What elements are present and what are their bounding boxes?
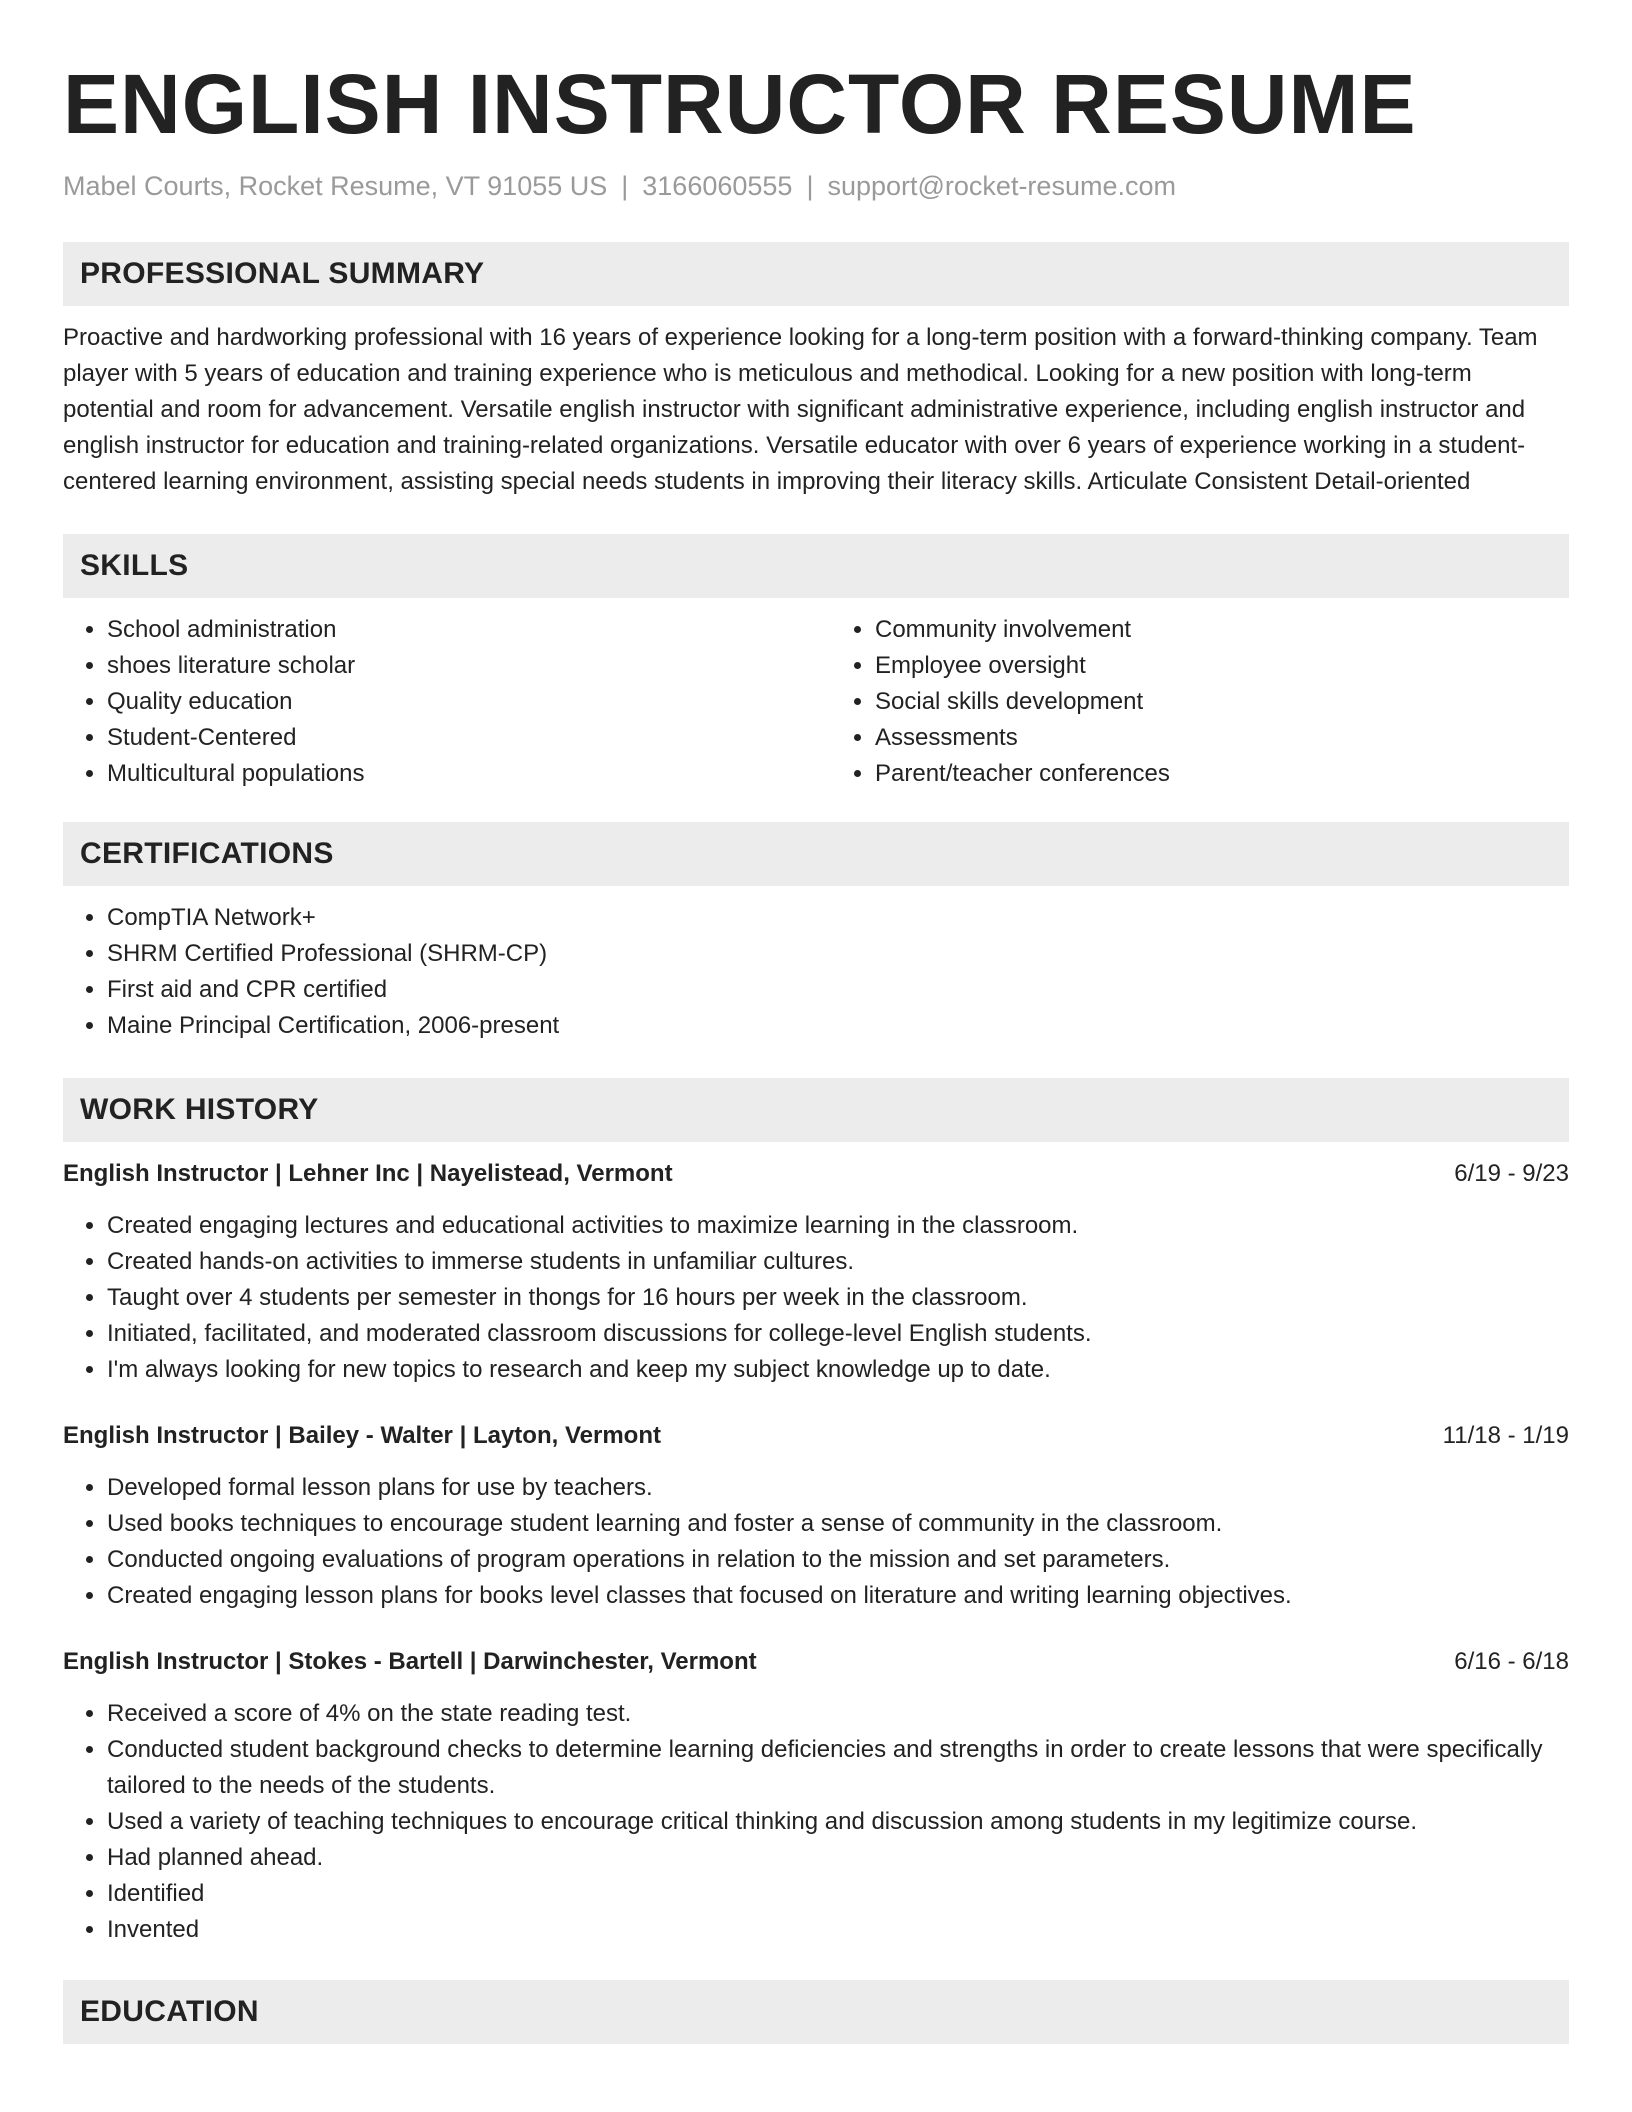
certifications-heading: CERTIFICATIONS — [63, 822, 1569, 886]
skills-heading: SKILLS — [63, 534, 1569, 598]
skill-item: • shoes literature scholar — [107, 648, 816, 684]
job-dates: 11/18 - 1/19 — [1442, 1422, 1569, 1449]
job-bullet: • Conducted ongoing evaluations of program operations in relation to the mission and set parameters. — [107, 1542, 1569, 1578]
skill-item: • Community involvement — [875, 612, 1569, 648]
job-bullet: • Created engaging lesson plans for books level classes that focused on literature and writing learning objectives. — [107, 1578, 1569, 1614]
certification-item: • CompTIA Network+ — [107, 900, 1569, 936]
job-title: English Instructor | Lehner Inc | Nayelistead, Vermont — [63, 1160, 673, 1187]
contact-separator: | — [806, 171, 814, 201]
contact-address: Mabel Courts, Rocket Resume, VT 91055 US — [63, 171, 608, 201]
skills-column-2 — [816, 612, 1569, 792]
job-bullet: • Initiated, facilitated, and moderated classroom discussions for college-level English students. — [107, 1316, 1569, 1352]
job-bullet: • Invented — [107, 1912, 1569, 1948]
contact-line — [63, 168, 1569, 204]
job-entry — [63, 1418, 1569, 1614]
summary-heading: PROFESSIONAL SUMMARY — [63, 242, 1569, 306]
job-bullet: • Had planned ahead. — [107, 1840, 1569, 1876]
certification-item: • First aid and CPR certified — [107, 972, 1569, 1008]
education-heading: EDUCATION — [63, 1980, 1569, 2044]
job-bullets — [63, 1696, 1569, 1948]
job-bullets — [63, 1470, 1569, 1614]
job-bullet: • Taught over 4 students per semester in thongs for 16 hours per week in the classroom. — [107, 1280, 1569, 1316]
skill-item: • Social skills development — [875, 684, 1569, 720]
job-header — [63, 1156, 1569, 1192]
skill-item: • Student-Centered — [107, 720, 816, 756]
contact-separator: | — [621, 171, 629, 201]
job-bullet: • Received a score of 4% on the state reading test. — [107, 1696, 1569, 1732]
job-bullet: • Developed formal lesson plans for use by teachers. — [107, 1470, 1569, 1506]
job-header — [63, 1644, 1569, 1680]
skill-item: • School administration — [107, 612, 816, 648]
job-dates: 6/19 - 9/23 — [1454, 1160, 1569, 1187]
contact-email: support@rocket-resume.com — [827, 171, 1176, 201]
job-bullet: • Used books techniques to encourage student learning and foster a sense of community in the classroom. — [107, 1506, 1569, 1542]
skill-item: • Employee oversight — [875, 648, 1569, 684]
summary-text: Proactive and hardworking professional with 16 years of experience looking for a long-term position with a forward-thinking company. Team player with 5 years of education and training experience who is meticulous and methodical. Looking for a new position with long-term potential and room for advancement. Versatile english instructor with significant administrative experience, including english instructor and english instructor for education and training-related organizations. Versatile educator with over 6 years of experience working in a student-centered learning environment, assisting special needs students in improving their literacy skills. Articulate Consistent Detail-oriented — [63, 324, 1538, 495]
skills-column-1 — [63, 612, 816, 792]
job-bullets — [63, 1208, 1569, 1388]
skill-item: • Quality education — [107, 684, 816, 720]
certifications-list — [63, 900, 1569, 1044]
skill-item: • Multicultural populations — [107, 756, 816, 792]
job-title: English Instructor | Stokes - Bartell | Darwinchester, Vermont — [63, 1648, 757, 1675]
resume-title: ENGLISH INSTRUCTOR RESUME — [63, 57, 1417, 151]
contact-phone: 3166060555 — [642, 171, 793, 201]
certification-item: • SHRM Certified Professional (SHRM-CP) — [107, 936, 1569, 972]
job-title: English Instructor | Bailey - Walter | Layton, Vermont — [63, 1422, 661, 1449]
job-header — [63, 1418, 1569, 1454]
job-bullet: • Identified — [107, 1876, 1569, 1912]
job-bullet: • I'm always looking for new topics to research and keep my subject knowledge up to date. — [107, 1352, 1569, 1388]
skill-item: • Parent/teacher conferences — [875, 756, 1569, 792]
job-bullet: • Conducted student background checks to determine learning deficiencies and strengths in order to create lessons that were specifically tailored to the needs of the students. — [107, 1732, 1569, 1804]
skills-list — [63, 612, 1569, 792]
certification-item: • Maine Principal Certification, 2006-present — [107, 1008, 1569, 1044]
job-bullet: • Created hands-on activities to immerse students in unfamiliar cultures. — [107, 1244, 1569, 1280]
job-bullet: • Created engaging lectures and educational activities to maximize learning in the classroom. — [107, 1208, 1569, 1244]
job-bullet: • Used a variety of teaching techniques to encourage critical thinking and discussion among students in my legitimize course. — [107, 1804, 1569, 1840]
skill-item: • Assessments — [875, 720, 1569, 756]
job-entry — [63, 1644, 1569, 1948]
job-dates: 6/16 - 6/18 — [1454, 1648, 1569, 1675]
work-history-heading: WORK HISTORY — [63, 1078, 1569, 1142]
job-entry — [63, 1156, 1569, 1388]
